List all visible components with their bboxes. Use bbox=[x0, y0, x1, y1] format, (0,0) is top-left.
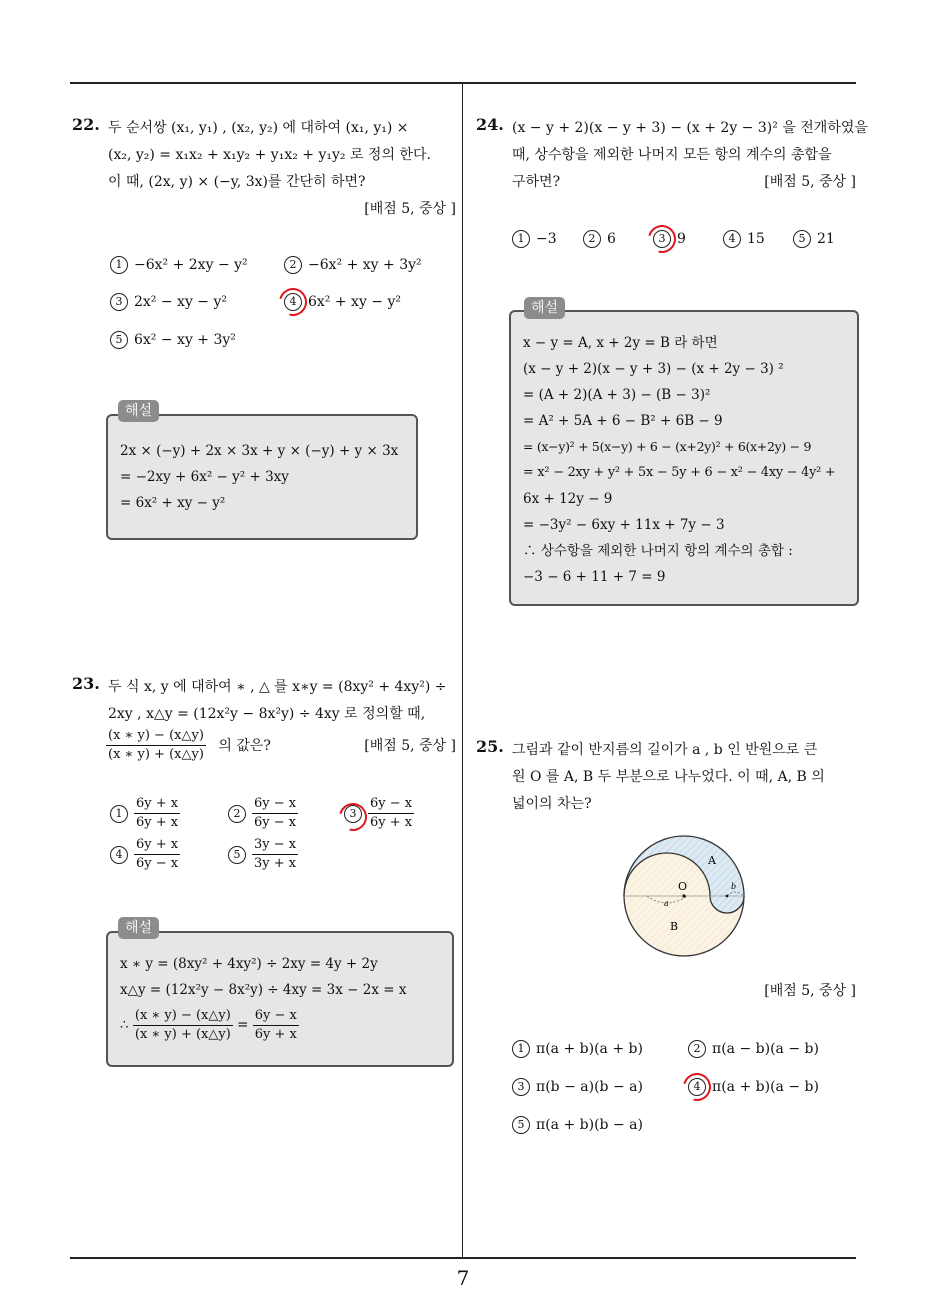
solution-line: = −2xy + 6x² − y² + 3xy bbox=[120, 469, 289, 485]
fraction-numerator: 6y + x bbox=[134, 836, 180, 855]
solution-tag: 해설 bbox=[524, 297, 565, 319]
solution-fraction bbox=[133, 1007, 233, 1044]
problem-number: 22. bbox=[72, 115, 100, 134]
bottom-rule bbox=[70, 1257, 856, 1259]
choice-number: 4 bbox=[688, 1078, 706, 1096]
choice-number: 4 bbox=[284, 293, 302, 311]
points-label: [배점 5, 중상 ] bbox=[764, 983, 856, 999]
fraction-numerator: 3y − x bbox=[252, 836, 298, 855]
equals-sign: = bbox=[237, 1017, 249, 1033]
choice-number: 2 bbox=[228, 805, 246, 823]
choice-3[interactable] bbox=[110, 289, 227, 316]
solution-line: = −3y² − 6xy + 11x + 7y − 3 bbox=[523, 517, 725, 533]
solution-line: x ∗ y = (8xy² + 4xy²) ÷ 2xy = 4y + 2y bbox=[120, 956, 378, 972]
fraction-numerator: 6y + x bbox=[134, 795, 180, 814]
problem-line: 이 때, (2x, y) × (−y, 3x)를 간단히 하면? bbox=[108, 174, 366, 190]
choice-4[interactable] bbox=[110, 836, 180, 873]
choice-1[interactable] bbox=[110, 795, 180, 832]
choice-number: 5 bbox=[793, 230, 811, 248]
choice-2[interactable] bbox=[583, 226, 616, 253]
problem-line: 구하면? bbox=[512, 174, 561, 190]
choice-number: 1 bbox=[512, 1040, 530, 1058]
fraction-denominator: 6y + x bbox=[254, 1027, 297, 1042]
problem-line: 두 순서쌍 (x₁, y₁) , (x₂, y₂) 에 대하여 (x₁, y₁) × bbox=[108, 120, 409, 136]
points-label: [배점 5, 중상 ] bbox=[364, 201, 456, 217]
problem-line: 그림과 같이 반지름의 길이가 a , b 인 반원으로 큰 bbox=[512, 742, 818, 758]
label-b-radius: b bbox=[731, 882, 737, 891]
fraction-denominator: 6y + x bbox=[370, 815, 413, 830]
problem-number: 24. bbox=[476, 115, 504, 134]
fraction-numerator: (x ∗ y) − (x△y) bbox=[106, 727, 206, 746]
solution-line: ∴ 상수항을 제외한 나머지 항의 계수의 총합 : bbox=[523, 543, 793, 559]
problem-23 bbox=[72, 674, 456, 734]
choice-text: π(a − b)(a − b) bbox=[712, 1041, 819, 1057]
choice-number: 1 bbox=[110, 805, 128, 823]
solution-lines bbox=[523, 330, 847, 590]
solution-line: (x − y + 2)(x − y + 3) − (x + 2y − 3) ² bbox=[523, 361, 784, 377]
choice-number: 2 bbox=[583, 230, 601, 248]
problem-text bbox=[108, 115, 456, 196]
points-label: [배점 5, 중상 ] bbox=[364, 738, 456, 754]
choice-text: π(a + b)(b − a) bbox=[536, 1117, 643, 1133]
solution-box bbox=[509, 310, 859, 606]
choice-text: 2x² − xy − y² bbox=[134, 294, 228, 310]
choice-text: 6x² − xy + 3y² bbox=[134, 332, 236, 348]
choice-text: 6x² + xy − y² bbox=[308, 294, 402, 310]
label-a-radius: a bbox=[664, 899, 669, 908]
choice-number: 2 bbox=[284, 256, 302, 274]
fraction-denominator: 6y + x bbox=[136, 815, 179, 830]
solution-lines bbox=[120, 951, 442, 1044]
column-divider bbox=[462, 84, 463, 1258]
choice-1[interactable] bbox=[512, 226, 557, 253]
fraction-denominator: (x ∗ y) + (x△y) bbox=[108, 747, 204, 762]
fraction-numerator: (x ∗ y) − (x△y) bbox=[133, 1007, 233, 1026]
choice-5[interactable] bbox=[793, 226, 835, 253]
page-number: 7 bbox=[456, 1266, 470, 1290]
problem-number: 23. bbox=[72, 674, 100, 693]
choice-text: −3 bbox=[536, 231, 557, 247]
circle-figure bbox=[614, 826, 754, 966]
fraction-denominator: (x ∗ y) + (x△y) bbox=[134, 1027, 231, 1042]
problem-line: 때, 상수항을 제외한 나머지 모든 항의 계수의 총합을 bbox=[512, 147, 832, 163]
solution-tag: 해설 bbox=[118, 917, 159, 939]
center-point bbox=[682, 894, 685, 897]
choice-text: π(b − a)(b − a) bbox=[536, 1079, 643, 1095]
choice-5[interactable] bbox=[110, 327, 236, 354]
choice-3[interactable] bbox=[512, 1074, 643, 1101]
label-b-region: B bbox=[670, 920, 679, 933]
choice-text: −6x² + xy + 3y² bbox=[308, 257, 422, 273]
solution-lines bbox=[120, 438, 406, 516]
choice-text: 9 bbox=[677, 231, 686, 247]
choice-fraction bbox=[252, 836, 298, 873]
solution-line: x − y = A, x + 2y = B 라 하면 bbox=[523, 335, 718, 351]
choice-number: 4 bbox=[723, 230, 741, 248]
solution-line bbox=[120, 1007, 442, 1044]
solution-line: 6x + 12y − 9 bbox=[523, 491, 613, 507]
solution-line: = 6x² + xy − y² bbox=[120, 495, 226, 511]
choice-number: 3 bbox=[512, 1078, 530, 1096]
solution-line: −3 − 6 + 11 + 7 = 9 bbox=[523, 569, 666, 585]
top-rule bbox=[70, 82, 856, 84]
solution-line: = (x−y)² + 5(x−y) + 6 − (x+2y)² + 6(x+2y) − 9 bbox=[523, 439, 812, 454]
fraction-numerator: 6y − x bbox=[368, 795, 414, 814]
choice-number: 5 bbox=[228, 846, 246, 864]
choice-5[interactable] bbox=[228, 836, 298, 873]
choice-number: 5 bbox=[512, 1116, 530, 1134]
question-tail: 의 값은? bbox=[218, 737, 271, 754]
fraction-denominator: 6y − x bbox=[136, 856, 179, 871]
solution-line: 2x × (−y) + 2x × 3x + y × (−y) + y × 3x bbox=[120, 443, 399, 459]
problem-line: 넓이의 차는? bbox=[512, 796, 592, 812]
center-point-b bbox=[726, 895, 729, 898]
choice-fraction bbox=[368, 795, 414, 832]
problem-number: 25. bbox=[476, 737, 504, 756]
choice-number: 2 bbox=[688, 1040, 706, 1058]
choice-fraction bbox=[134, 795, 180, 832]
therefore-symbol: ∴ bbox=[120, 1017, 129, 1033]
choice-1[interactable] bbox=[512, 1036, 643, 1063]
choice-text: 15 bbox=[747, 231, 765, 247]
solution-box bbox=[106, 931, 454, 1067]
choice-fraction bbox=[134, 836, 180, 873]
choice-4[interactable] bbox=[723, 226, 765, 253]
choice-number: 3 bbox=[110, 293, 128, 311]
choice-text: 21 bbox=[817, 231, 835, 247]
label-o: O bbox=[678, 880, 688, 893]
solution-box bbox=[106, 414, 418, 540]
fraction-denominator: 6y − x bbox=[254, 815, 297, 830]
problem-25 bbox=[476, 737, 856, 827]
solution-result-fraction bbox=[253, 1007, 299, 1044]
problem-line: 2xy , x△y = (12x²y − 8x²y) ÷ 4xy 로 정의할 때, bbox=[108, 706, 426, 722]
solution-line: = x² − 2xy + y² + 5x − 5y + 6 − x² − 4xy − 4y² + bbox=[523, 465, 836, 480]
choice-number: 4 bbox=[110, 846, 128, 864]
solution-line: = (A + 2)(A + 3) − (B − 3)² bbox=[523, 387, 711, 403]
choice-2[interactable] bbox=[688, 1036, 819, 1063]
choice-5[interactable] bbox=[512, 1112, 643, 1139]
fraction-denominator: 3y + x bbox=[254, 856, 297, 871]
problem-line: (x − y + 2)(x − y + 3) − (x + 2y − 3)² 을 전개하였을 bbox=[512, 120, 868, 136]
choice-text: 6 bbox=[607, 231, 616, 247]
choice-2[interactable] bbox=[284, 252, 422, 279]
fraction-numerator: 6y − x bbox=[253, 1007, 299, 1026]
choice-2[interactable] bbox=[228, 795, 298, 832]
choice-number: 3 bbox=[344, 805, 362, 823]
fraction-numerator: 6y − x bbox=[252, 795, 298, 814]
solution-tag: 해설 bbox=[118, 400, 159, 422]
solution-line: x△y = (12x²y − 8x²y) ÷ 4xy = 3x − 2x = x bbox=[120, 982, 407, 998]
choice-number: 1 bbox=[512, 230, 530, 248]
choice-number: 3 bbox=[653, 230, 671, 248]
problem-line: (x₂, y₂) = x₁x₂ + x₁y₂ + y₁x₂ + y₁y₂ 로 정의 한다. bbox=[108, 147, 431, 163]
solution-line: = A² + 5A + 6 − B² + 6B − 9 bbox=[523, 413, 723, 429]
choice-fraction bbox=[252, 795, 298, 832]
problem-line: 두 식 x, y 에 대하여 ∗ , △ 를 x∗y = (8xy² + 4xy²) ÷ bbox=[108, 679, 447, 695]
problem-text bbox=[108, 674, 456, 728]
problem-text bbox=[512, 737, 856, 818]
choice-text: π(a + b)(a + b) bbox=[536, 1041, 643, 1057]
choice-number: 1 bbox=[110, 256, 128, 274]
problem-line: 원 O 를 A, B 두 부분으로 나누었다. 이 때, A, B 의 bbox=[512, 769, 825, 785]
choice-text: π(a + b)(a − b) bbox=[712, 1079, 819, 1095]
label-a-region: A bbox=[708, 854, 716, 867]
choice-text: −6x² + 2xy − y² bbox=[134, 257, 248, 273]
choice-number: 5 bbox=[110, 331, 128, 349]
choice-1[interactable] bbox=[110, 252, 248, 279]
question-fraction bbox=[106, 727, 206, 764]
points-label: [배점 5, 중상 ] bbox=[764, 174, 856, 190]
question-fraction-line bbox=[106, 727, 271, 764]
